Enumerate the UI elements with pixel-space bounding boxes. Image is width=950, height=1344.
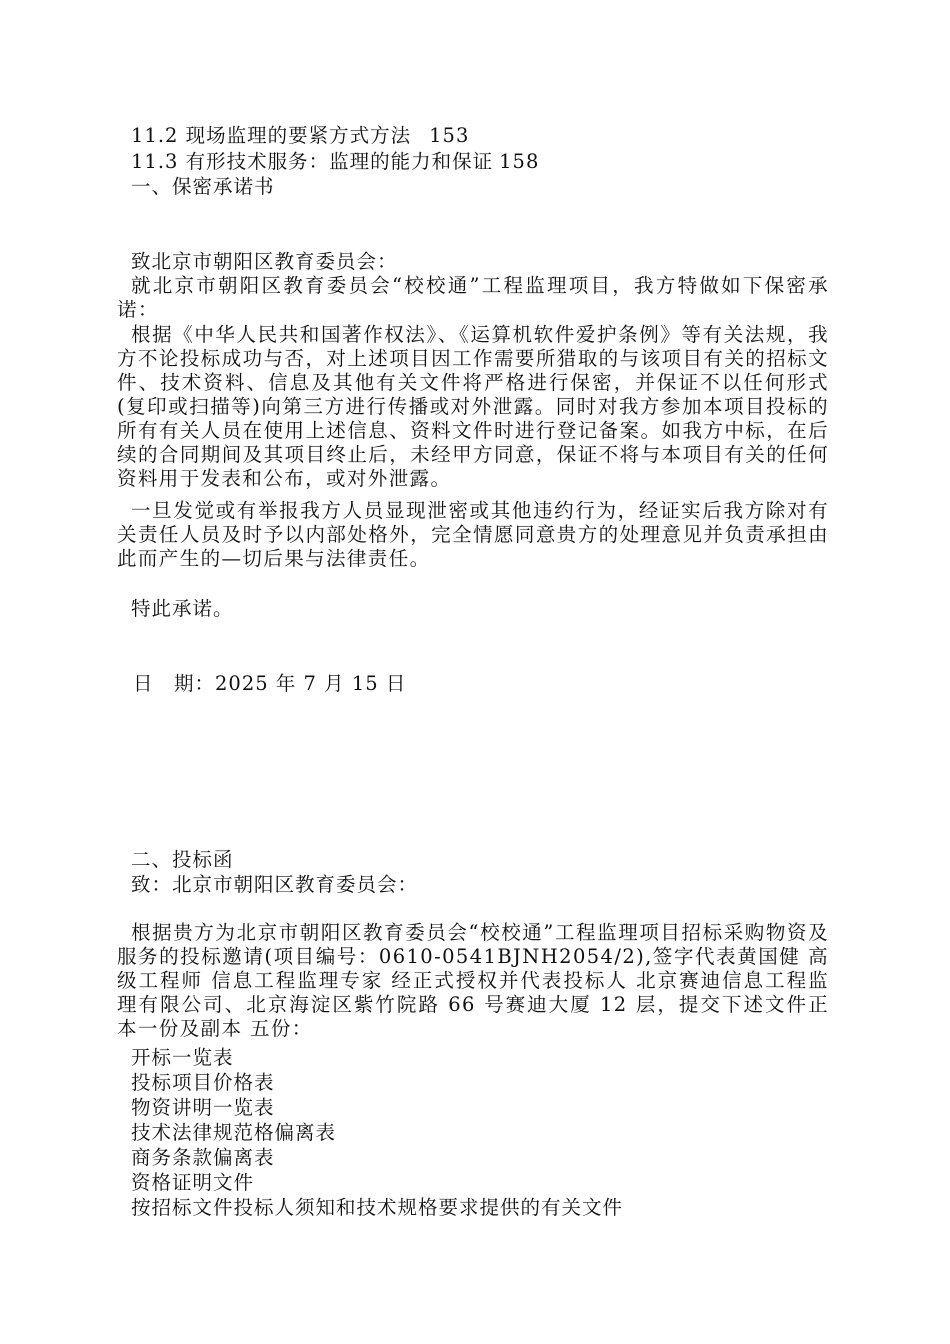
bid-document-item: 开标一览表 <box>131 1046 234 1069</box>
bid-document-item: 投标项目价格表 <box>131 1071 275 1094</box>
confidentiality-closing: 特此承诺。 <box>131 597 234 620</box>
confidentiality-date: 日 期：2025 年 7 月 15 日 <box>133 672 407 695</box>
bid-letter-addressee: 致：北京市朝阳区教育委员会： <box>131 873 419 896</box>
toc-page-number: 158 <box>499 150 540 173</box>
bid-document-item: 物资讲明一览表 <box>131 1096 275 1119</box>
bid-letter-body: 根据贵方为北京市朝阳区教育委员会“校校通”工程监理项目招标采购物资及服务的投标邀请(项目编号：0610-0541BJNH2054/2),签字代表黄国健 高级工程师 信息工程监理专家 经正式授权并代表投标人 北京赛迪信息工程监理有限公司、北京海淀区紫竹院路 66 号赛迪大厦 12 层，提交下述文件正本一份及副本 五份： <box>117 921 829 1040</box>
toc-entry-11-3 <box>131 150 539 174</box>
section-heading-bid-letter: 二、投标函 <box>131 848 234 871</box>
bid-document-item: 商务条款偏离表 <box>131 1146 275 1169</box>
toc-title: 11.2 现场监理的要紧方式方法 <box>131 124 412 147</box>
confidentiality-addressee: 致北京市朝阳区教育委员会： <box>131 250 398 273</box>
bid-document-item: 按招标文件投标人须知和技术规格要求提供的有关文件 <box>131 1196 624 1219</box>
confidentiality-body-1: 根据《中华人民共和国著作权法》、《运算机软件爱护条例》等有关法规，我方不论投标成功与否，对上述项目因工作需要所猎取的与该项目有关的招标文件、技术资料、信息及其他有关文件将严格进行保密，并保证不以任何形式(复印或扫描等)向第三方进行传播或对外泄露。同时对我方参加本项目投标的所有有关人员在使用上述信息、资料文件时进行登记备案。如我方中标，在后续的合同期间及其项目终止后，未经甲方同意，保证不将与本项目有关的任何资料用于发表和公布，或对外泄露。 <box>117 323 829 490</box>
toc-page-number: 153 <box>429 124 470 147</box>
confidentiality-body-2: 一旦发觉或有举报我方人员显现泄密或其他违约行为，经证实后我方除对有关责任人员及时予以内部处格外，完全情愿同意贵方的处理意见并负责承担由此而产生的—切后果与法律责任。 <box>117 499 829 570</box>
toc-title: 11.3 有形技术服务：监理的能力和保证 <box>131 150 494 173</box>
bid-document-item: 资格证明文件 <box>131 1171 255 1194</box>
confidentiality-intro: 就北京市朝阳区教育委员会“校校通”工程监理项目，我方特做如下保密承诺： <box>117 274 829 321</box>
toc-entry-11-2 <box>131 124 469 148</box>
bid-document-item: 技术法律规范格偏离表 <box>131 1121 337 1144</box>
section-heading-confidentiality: 一、保密承诺书 <box>131 175 275 198</box>
